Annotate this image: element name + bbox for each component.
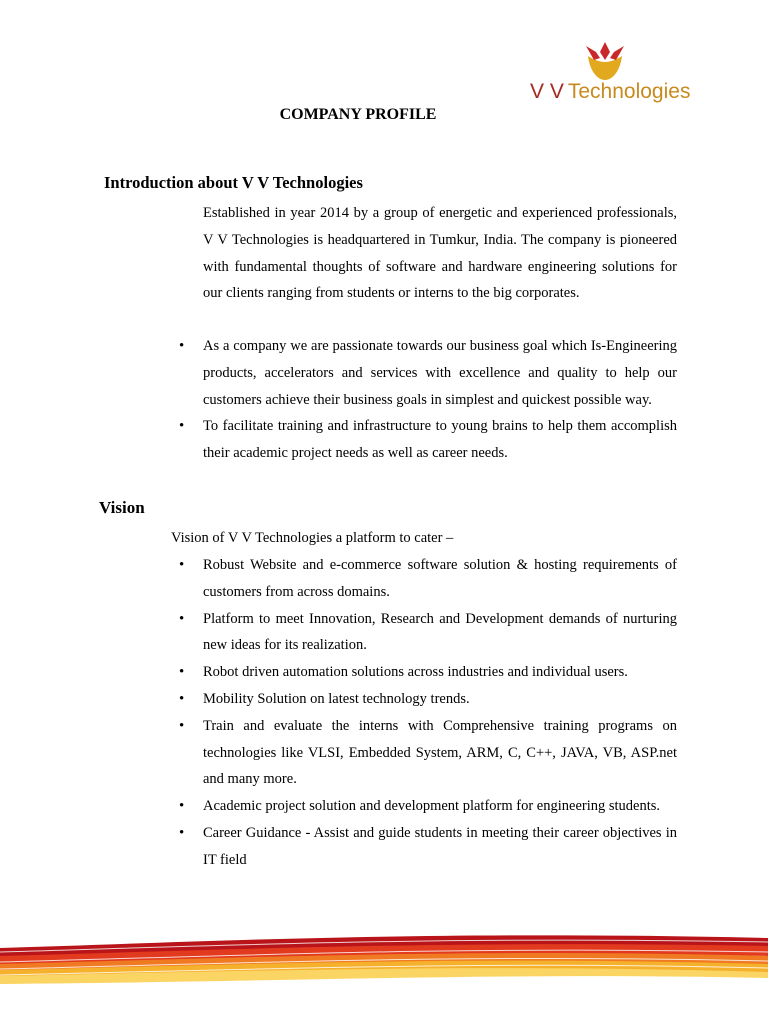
page-title: COMPANY PROFILE bbox=[279, 106, 437, 123]
logo-prefix: V V bbox=[530, 80, 564, 103]
list-item: • Academic project solution and development platform for engineering students. bbox=[203, 793, 677, 820]
decorative-wave-footer bbox=[0, 920, 768, 990]
list-item: • Mobility Solution on latest technology trends. bbox=[203, 686, 677, 713]
list-item: • Robot driven automation solutions across industries and individual users. bbox=[203, 659, 677, 686]
list-item: • Train and evaluate the interns with Comprehensive training programs on technologies like VLSI, Embedded System, ARM, C, C++, JAVA, VB, ASP.net and many more. bbox=[203, 713, 677, 793]
intro-paragraph: Established in year 2014 by a group of energetic and experienced professionals, V V Technologies is headquartered in Tumkur, India. The company is pioneered with fundamental thoughts of software and hardware engineering solutions for our clients ranging from students or interns to the big corporates. bbox=[203, 205, 677, 302]
vision-bullet-list bbox=[203, 552, 677, 874]
company-logo bbox=[528, 42, 691, 112]
list-item: • As a company we are passionate towards our business goal which Is-Engineering products, accelerators and services with excellence and quality to help our customers achieve their business goals in simplest and quickest possible way. bbox=[203, 333, 677, 413]
list-item: • Career Guidance - Assist and guide students in meeting their career objectives in IT field bbox=[203, 820, 677, 874]
list-item: • Robust Website and e-commerce software solution & hosting requirements of customers from across domains. bbox=[203, 552, 677, 606]
vision-heading: Vision bbox=[99, 498, 145, 517]
logo-name: Technologies bbox=[567, 80, 691, 103]
vision-lead: Vision of V V Technologies a platform to cater – bbox=[171, 530, 454, 546]
intro-bullet-list bbox=[203, 333, 677, 467]
logo-wordmark bbox=[530, 80, 690, 104]
list-item: • To facilitate training and infrastructure to young brains to help them accomplish their academic project needs as well as career needs. bbox=[203, 413, 677, 467]
intro-heading: Introduction about V V Technologies bbox=[104, 173, 363, 192]
lotus-logo-icon bbox=[582, 42, 628, 82]
list-item: • Platform to meet Innovation, Research and Development demands of nurturing new ideas for its realization. bbox=[203, 606, 677, 660]
